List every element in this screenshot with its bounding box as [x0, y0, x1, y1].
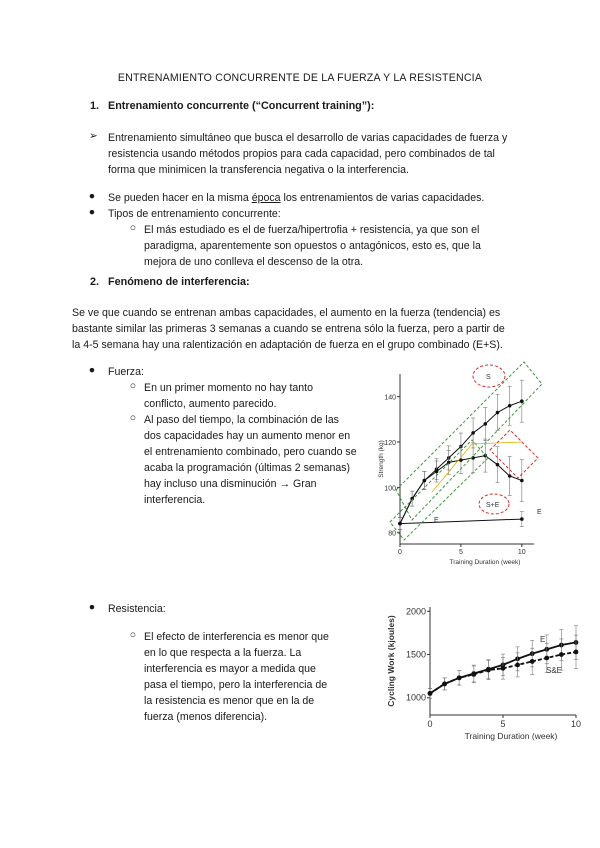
- data-point: [574, 650, 579, 655]
- resistencia-sub: [144, 629, 329, 725]
- data-point: [423, 479, 427, 483]
- series-annotation: E: [434, 517, 439, 524]
- text-line: El más estudiado es el de fuerza/hipertrofia + resistencia, ya que son el: [144, 224, 480, 236]
- y-tick-label: 1500: [405, 649, 426, 660]
- data-point: [544, 656, 549, 661]
- fuerza-sub-2: [144, 412, 357, 508]
- y-tick-label: 1000: [405, 692, 426, 703]
- text-line: bastante similar las primeras 3 semanas a cuando se entrena sólo la fuerza, pero a partir de: [72, 323, 505, 335]
- text-line: el entrenamiento combinado, pero cuando se: [144, 446, 357, 458]
- series-annotation: S: [486, 374, 491, 381]
- data-point: [428, 691, 433, 696]
- circle-bullet-icon: ○: [129, 380, 137, 392]
- bullet-text-tipos: Tipos de entrenamiento concurrente:: [108, 208, 281, 220]
- section-1-number: 1.: [90, 100, 100, 112]
- bullet-text-epoca: Se pueden hacer en la misma época los entrenamientos de varias capacidades.: [108, 192, 485, 204]
- y-tick-label: 2000: [405, 606, 426, 617]
- bullet-icon: ●: [88, 190, 96, 202]
- data-point: [501, 666, 506, 671]
- data-point: [520, 399, 524, 403]
- data-point: [483, 422, 487, 426]
- data-point: [496, 463, 500, 467]
- x-tick-label: 0: [398, 549, 402, 556]
- text-line: Al paso del tiempo, la combinación de las: [144, 414, 339, 426]
- data-point: [530, 659, 535, 664]
- text-line: fuerza (menos diferencia).: [144, 711, 268, 723]
- arrow-paragraph: [108, 130, 507, 178]
- y-tick-label: 80: [388, 530, 396, 538]
- data-point: [457, 675, 462, 680]
- text-line: dos capacidades hay un aumento menor en: [144, 430, 351, 442]
- section-2-heading: Fenómeno de interferencia:: [108, 276, 250, 288]
- fuerza-sub-1: [144, 380, 313, 412]
- series-annotation: E: [537, 509, 542, 516]
- data-point: [508, 404, 512, 408]
- y-tick-label: 140: [384, 394, 396, 402]
- data-point: [496, 411, 500, 415]
- section-1-heading: Entrenamiento concurrente (“Concurrent training”):: [108, 100, 375, 112]
- data-point: [515, 662, 520, 667]
- strength-chart: [372, 362, 552, 577]
- interference-paragraph: [72, 305, 505, 353]
- data-point: [508, 474, 512, 478]
- data-point: [442, 681, 447, 686]
- text-line: paradigma, aparentemente son opuestos o antagónicos, esto es, que la: [144, 240, 481, 252]
- cycling-work-chart: [380, 595, 580, 743]
- arrow-bullet-icon: ➢: [89, 130, 98, 142]
- section-2-number: 2.: [90, 276, 100, 288]
- series-annotation: S+E: [486, 502, 500, 509]
- x-tick-label: 5: [458, 549, 463, 556]
- resistencia-label: Resistencia:: [108, 603, 166, 615]
- text-line: El efecto de interferencia es menor que: [144, 631, 329, 643]
- fuerza-label: Fuerza:: [108, 366, 144, 378]
- circle-bullet-icon: ○: [129, 222, 137, 234]
- x-tick-label: 10: [517, 549, 526, 556]
- data-point: [471, 672, 476, 677]
- sub-bullet-paragraph: [144, 222, 481, 270]
- x-tick-label: 0: [427, 719, 433, 729]
- text-line: Se ve que cuando se entrenan ambas capacidades, el aumento en la fuerza (tendencia) es: [72, 307, 501, 319]
- text-line: interferencia es mayor a medida que: [144, 663, 316, 675]
- series-annotation: S&E: [546, 666, 563, 675]
- series-annotation: E: [540, 635, 546, 644]
- bullet-icon: ●: [88, 601, 96, 613]
- data-point: [398, 522, 402, 526]
- text-line: pasa el tiempo, pero la interferencia de: [144, 679, 328, 691]
- y-tick-label: 100: [384, 485, 396, 493]
- underlined-word: época: [251, 192, 281, 204]
- data-point: [435, 470, 439, 474]
- circle-bullet-icon: ○: [129, 629, 137, 641]
- series-line-e: [400, 519, 522, 524]
- data-point: [520, 479, 524, 483]
- text-line: En un primer momento no hay tanto: [144, 382, 314, 394]
- data-point: [486, 668, 491, 673]
- text-line: mejora de uno conlleva el descenso de la otra.: [144, 256, 364, 268]
- y-axis-label: Cycling Work (kjoules): [386, 615, 396, 707]
- x-tick-label: 10: [570, 719, 582, 729]
- yellow-highlight-line: [432, 442, 522, 492]
- text-line: Entrenamiento simultáneo que busca el desarrollo de varias capacidades de fuerza y: [108, 132, 508, 144]
- bullet-icon: ●: [88, 206, 96, 218]
- data-point: [520, 517, 524, 521]
- text-line: acaba la programación (últimas 2 semanas): [144, 462, 351, 474]
- text-line: en lo que respecta a la fuerza. La: [144, 647, 302, 659]
- text-line: interferencia.: [144, 494, 206, 506]
- x-axis-label: Training Duration (week): [449, 559, 521, 566]
- document-title: ENTRENAMIENTO CONCURRENTE DE LA FUERZA Y LA RESISTENCIA: [117, 72, 483, 84]
- y-tick-label: 120: [384, 440, 396, 447]
- y-axis-label: Strength (kg): [378, 440, 385, 478]
- text-line: la 4-5 semana hay una ralentización en adaptación de fuerza en el grupo combinado (E+S).: [72, 339, 503, 351]
- bullet-icon: ●: [88, 364, 96, 376]
- text-line: hay incluso una disminución → Gran: [144, 478, 317, 490]
- x-tick-label: 5: [500, 719, 506, 729]
- text-line: resistencia usando métodos propios para cada capacidad, pero combinados de tal: [108, 148, 495, 160]
- text-line: conflicto, aumento parecido.: [144, 398, 277, 410]
- text-line: la resistencia es menor que en la de: [144, 695, 315, 707]
- data-point: [471, 431, 475, 435]
- green-trend-box: [396, 362, 542, 520]
- text-line: forma que minimicen la transferencia negativa o la interferencia.: [108, 164, 409, 176]
- data-point: [559, 652, 564, 657]
- circle-bullet-icon: ○: [129, 412, 137, 424]
- x-axis-label: Training Duration (week): [464, 731, 558, 741]
